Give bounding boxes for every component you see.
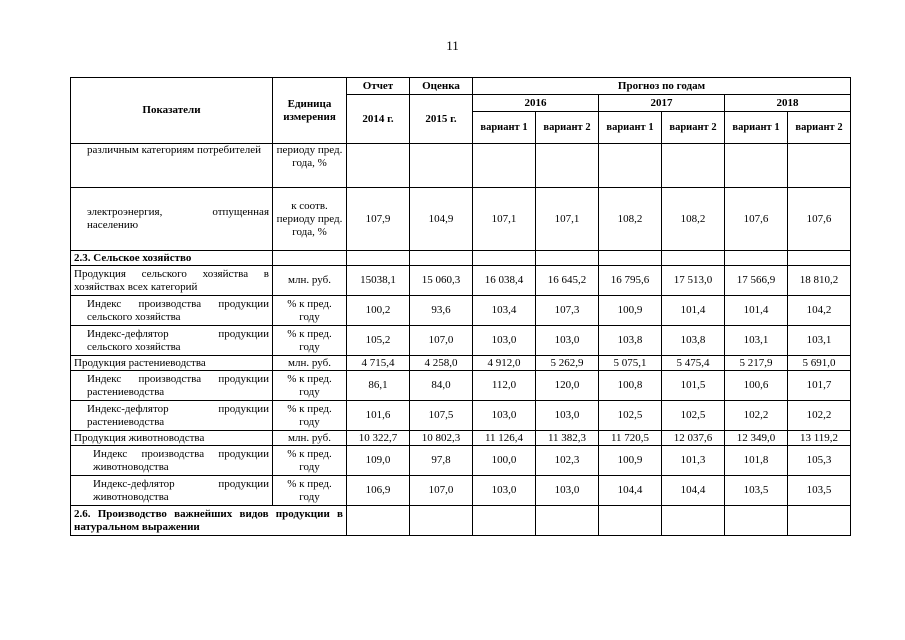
header-unit: Единица измерения [273,78,347,144]
cell-value: 107,6 [725,188,788,251]
cell-value: 5 217,9 [725,356,788,371]
cell-value: 4 912,0 [473,356,536,371]
row-unit: млн. руб. [273,266,347,296]
section-row [71,506,851,536]
cell-value: 102,2 [725,401,788,431]
cell-value: 101,3 [662,446,725,476]
header-estimate: Оценка [410,78,473,95]
table-row [71,401,851,431]
cell-value: 13 119,2 [788,431,851,446]
cell-value: 101,4 [662,296,725,326]
row-unit: периоду пред. года, % [273,144,347,188]
cell-value: 104,4 [599,476,662,506]
table-row [71,296,851,326]
cell-value: 104,2 [788,296,851,326]
header-variant: вариант 2 [788,112,851,144]
cell-value: 101,7 [788,371,851,401]
cell-value: 104,4 [662,476,725,506]
section-title: 2.6. Производство важнейших видов продукции в натуральном выражении [71,506,347,536]
row-label: электроэнергия, отпущенная населению [71,188,273,251]
cell-value: 101,6 [347,401,410,431]
header-forecast: Прогноз по годам [473,78,851,95]
header-variant: вариант 2 [536,112,599,144]
table-row [71,371,851,401]
cell-value: 11 126,4 [473,431,536,446]
cell-value: 5 262,9 [536,356,599,371]
cell-value: 107,9 [347,188,410,251]
cell-value: 12 037,6 [662,431,725,446]
cell-value: 107,1 [473,188,536,251]
cell-value: 16 038,4 [473,266,536,296]
cell-value: 103,0 [473,326,536,356]
table-row [71,144,851,188]
row-label: Продукция животноводства [71,431,273,446]
cell-value: 100,6 [725,371,788,401]
cell-value: 103,0 [473,476,536,506]
cell-value: 104,9 [410,188,473,251]
cell-value: 10 322,7 [347,431,410,446]
row-label: Индекс-дефлятор продукции животноводства [71,476,273,506]
cell-value: 17 566,9 [725,266,788,296]
cell-value: 103,0 [473,401,536,431]
cell-value: 102,2 [788,401,851,431]
header-variant: вариант 1 [473,112,536,144]
cell-value: 15038,1 [347,266,410,296]
cell-value: 103,0 [536,476,599,506]
header-variant: вариант 1 [725,112,788,144]
cell-value: 15 060,3 [410,266,473,296]
row-unit: млн. руб. [273,431,347,446]
row-unit: млн. руб. [273,356,347,371]
cell-value: 107,6 [788,188,851,251]
cell-value: 103,5 [725,476,788,506]
cell-value: 107,0 [410,326,473,356]
row-unit: % к пред. году [273,401,347,431]
row-label: различным категориям потребителей [71,144,273,188]
cell-value: 102,5 [662,401,725,431]
cell-value: 112,0 [473,371,536,401]
cell-value: 102,3 [536,446,599,476]
row-label: Индекс-дефлятор продукции растениеводства [71,401,273,431]
row-label: Продукция растениеводства [71,356,273,371]
header-variant: вариант 2 [662,112,725,144]
cell-value: 109,0 [347,446,410,476]
cell-value: 86,1 [347,371,410,401]
cell-value: 11 382,3 [536,431,599,446]
cell-value: 106,9 [347,476,410,506]
row-unit: % к пред. году [273,446,347,476]
cell-value: 17 513,0 [662,266,725,296]
cell-value: 105,3 [788,446,851,476]
cell-value: 5 075,1 [599,356,662,371]
cell-value: 103,0 [536,326,599,356]
table-row [71,476,851,506]
cell-value: 16 645,2 [536,266,599,296]
header-variant: вариант 1 [599,112,662,144]
cell-value: 4 258,0 [410,356,473,371]
cell-value: 101,5 [662,371,725,401]
row-unit: % к пред. году [273,326,347,356]
cell-value: 108,2 [599,188,662,251]
cell-value: 93,6 [410,296,473,326]
table-row [71,431,851,446]
cell-value: 100,9 [599,446,662,476]
cell-value: 103,1 [788,326,851,356]
row-label: Индекс производства продукции животноводства [71,446,273,476]
cell-value: 103,0 [536,401,599,431]
table-row [71,188,851,251]
cell-value: 107,3 [536,296,599,326]
forecast-table [70,77,851,536]
cell-value: 84,0 [410,371,473,401]
cell-value: 107,0 [410,476,473,506]
cell-value: 103,5 [788,476,851,506]
cell-value: 5 475,4 [662,356,725,371]
cell-value: 11 720,5 [599,431,662,446]
header-estimate-year: 2015 г. [410,95,473,144]
row-label: Индекс-дефлятор продукции сельского хозяйства [71,326,273,356]
row-unit: % к пред. году [273,371,347,401]
cell-value: 18 810,2 [788,266,851,296]
cell-value: 101,4 [725,296,788,326]
section-title: 2.3. Сельское хозяйство [71,251,273,266]
cell-value: 107,1 [536,188,599,251]
page-number: 11 [446,38,459,53]
cell-value: 105,2 [347,326,410,356]
header-year-2018: 2018 [725,95,851,112]
header-indicators: Показатели [71,78,273,144]
cell-value: 108,2 [662,188,725,251]
cell-value: 4 715,4 [347,356,410,371]
row-label: Индекс производства продукции растениеводства [71,371,273,401]
row-label: Индекс производства продукции сельского хозяйства [71,296,273,326]
cell-value: 101,8 [725,446,788,476]
cell-value: 103,8 [599,326,662,356]
cell-value: 103,4 [473,296,536,326]
cell-value: 107,5 [410,401,473,431]
cell-value: 100,0 [473,446,536,476]
cell-value: 12 349,0 [725,431,788,446]
cell-value: 16 795,6 [599,266,662,296]
row-label: Продукция сельского хозяйства в хозяйствах всех категорий [71,266,273,296]
cell-value: 103,1 [725,326,788,356]
row-unit: к соотв. периоду пред. года, % [273,188,347,251]
header-year-2016: 2016 [473,95,599,112]
header-report: Отчет [347,78,410,95]
header-year-2017: 2017 [599,95,725,112]
row-unit: % к пред. году [273,296,347,326]
cell-value: 100,9 [599,296,662,326]
cell-value: 120,0 [536,371,599,401]
table-row [71,356,851,371]
cell-value: 102,5 [599,401,662,431]
section-row [71,251,851,266]
header-report-year: 2014 г. [347,95,410,144]
cell-value: 100,8 [599,371,662,401]
cell-value: 5 691,0 [788,356,851,371]
cell-value: 97,8 [410,446,473,476]
cell-value: 100,2 [347,296,410,326]
table-row [71,266,851,296]
table-row [71,446,851,476]
row-unit: % к пред. году [273,476,347,506]
cell-value: 10 802,3 [410,431,473,446]
cell-value: 103,8 [662,326,725,356]
table-row [71,326,851,356]
